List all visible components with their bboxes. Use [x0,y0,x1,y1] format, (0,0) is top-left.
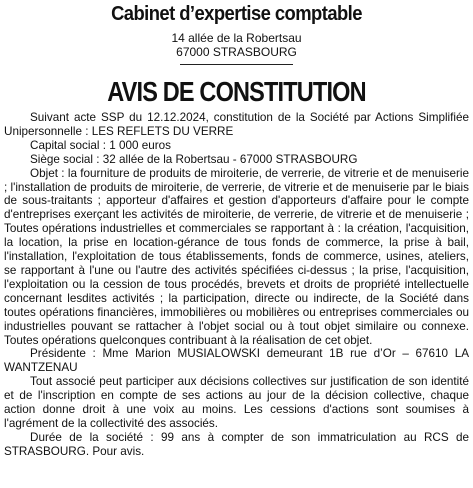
paragraph-capital: Capital social : 1 000 euros [30,138,171,152]
paragraph-shareholders: Tout associé peut participer aux décisions collectives sur justification de son identité et de l'inscription en compte de ses actions au jour de la décision collective, chaque action donne droit à une voix au moins. Les cessions d'actions sont soumises à l'agrément de la collectivité des associés. [4,375,469,430]
notice-body [4,111,469,459]
legal-notice [4,2,469,459]
paragraph-registered-office: Siège social : 32 allée de la Robertsau - 67000 STRASBOURG [30,152,358,166]
paragraph-duration: Durée de la société : 99 ans à compter de son immatriculation au RCS de STRASBOURG. Pour avis. [4,430,469,458]
notice-title: AVIS DE CONSTITUTION [107,76,366,107]
firm-address-city: 67000 STRASBOURG [176,45,297,59]
firm-name: Cabinet d’expertise comptable [111,3,362,25]
paragraph-president: Présidente : Mme Marion MUSIALOWSKI demeurant 1B rue d’Or – 67610 LA WANTZENAU [4,347,469,375]
header-divider [180,64,293,65]
firm-address-street: 14 allée de la Robertsau [171,31,302,45]
paragraph-constitution: Suivant acte SSP du 12.12.2024, constitution de la Société par Actions Simplifiée Unipersonnelle : LES REFLETS DU VERRE [4,111,469,138]
paragraph-purpose: Objet : la fourniture de produits de miroiterie, de verrerie, de vitrerie et de menuiserie ; l'installation de produits de miroiterie, de verrerie, de vitrerie et de menuiserie par le biais de sous-traitants ; apporteur d'affaires et gestion d'apporteurs d'affaire pour le compte d'entreprises exerçant les activités de miroiterie, de verrerie, de vitrerie et de menuiserie ; Toutes opérations industrielles et commerciales se rapportant à : la création, l'acquisition, la location, la prise en location-gérance de tous fonds de commerce, la prise à bail, l'installation, l'exploitation de tous établissements, fonds de commerce, usines, ateliers, se rapportant à l'une ou l'autre des activités spécifiées ci-dessus ; la prise, l'acquisition, l'exploitation ou la cession de tous procédés, brevets et droits de propriété intellectuelle concernant lesdites activités ; la participation, directe ou indirecte, de la Société dans toutes opérations financières, immobilières ou mobilières ou entreprises commerciales ou industrielles pouvant se rattacher à l'objet social ou à tout objet similaire ou connexe. Toutes opérations quelconques contribuant à la réalisation de cet objet. [4,166,469,347]
firm-address [4,31,469,59]
